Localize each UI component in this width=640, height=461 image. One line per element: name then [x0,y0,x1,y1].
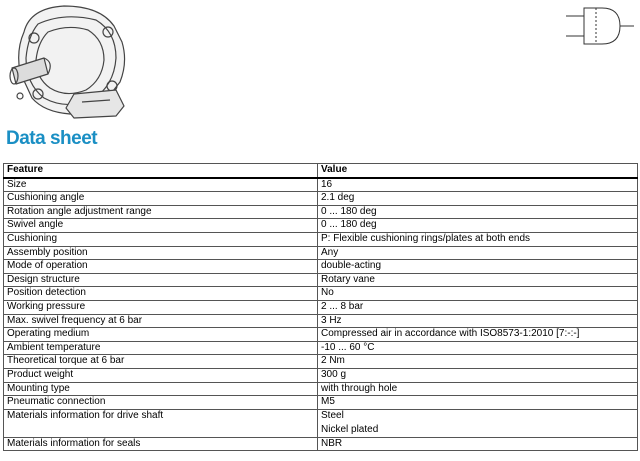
feature-cell: Materials information for drive shaft [4,409,318,437]
value-line: M5 [321,396,335,408]
table-row [4,219,638,233]
value-line: 2 ... 8 bar [321,300,364,312]
table-header-row [4,164,638,178]
value-line: 0 ... 180 deg [321,205,377,217]
value-cell [318,314,638,328]
value-cell [318,219,638,233]
value-line: double-acting [321,260,382,272]
value-line: 300 g [321,368,347,380]
table-row [4,178,638,192]
feature-cell: Rotation angle adjustment range [4,205,318,219]
value-cell [318,192,638,206]
table-row [4,341,638,355]
value-line: Compressed air in accordance with ISO8573-1:2010 [7:-:-] [321,328,580,340]
product-image [4,2,136,120]
feature-cell: Design structure [4,273,318,287]
value-line: 3 Hz [321,314,342,326]
column-header-feature: Feature [4,164,318,178]
table-row [4,273,638,287]
feature-cell: Swivel angle [4,219,318,233]
table-row [4,232,638,246]
value-cell [318,300,638,314]
table-row [4,328,638,342]
value-cell [318,205,638,219]
feature-cell: Max. swivel frequency at 6 bar [4,314,318,328]
value-cell [318,260,638,274]
column-header-value: Value [318,164,638,178]
feature-cell: Size [4,178,318,192]
value-line: -10 ... 60 °C [321,341,375,353]
rotary-actuator-symbol-icon [562,2,636,52]
table-row [4,246,638,260]
feature-cell: Product weight [4,368,318,382]
value-cell [318,273,638,287]
value-line: 16 [321,178,333,190]
value-cell [318,396,638,410]
feature-cell: Mode of operation [4,260,318,274]
feature-cell: Working pressure [4,300,318,314]
value-cell [318,355,638,369]
value-cell [318,382,638,396]
feature-cell: Position detection [4,287,318,301]
table-row [4,314,638,328]
value-line: with through hole [321,382,398,394]
value-cell [318,437,638,451]
value-line: 2.1 deg [321,192,355,204]
value-cell [318,368,638,382]
value-cell [318,287,638,301]
feature-cell: Mounting type [4,382,318,396]
table-row [4,382,638,396]
feature-cell: Cushioning angle [4,192,318,206]
table-row [4,260,638,274]
feature-cell: Pneumatic connection [4,396,318,410]
value-line: Rotary vane [321,273,375,285]
value-line: 0 ... 180 deg [321,219,377,231]
value-cell [318,246,638,260]
table-row [4,205,638,219]
value-cell [318,232,638,246]
value-cell [318,178,638,192]
value-line: P: Flexible cushioning rings/plates at both ends [321,232,531,244]
table-row [4,368,638,382]
table-row [4,192,638,206]
value-cell [318,328,638,342]
table-row [4,287,638,301]
value-line: Nickel plated [321,424,379,436]
value-line: No [321,287,334,299]
table-row [4,437,638,451]
table-row [4,396,638,410]
feature-cell: Materials information for seals [4,437,318,451]
data-sheet-table [3,163,638,451]
value-cell [318,409,638,437]
value-line: 2 Nm [321,355,345,367]
page-title: Data sheet [6,128,98,149]
feature-cell: Ambient temperature [4,341,318,355]
value-cell [318,341,638,355]
feature-cell: Theoretical torque at 6 bar [4,355,318,369]
feature-cell: Cushioning [4,232,318,246]
table-row [4,355,638,369]
feature-cell: Assembly position [4,246,318,260]
value-line: Any [321,246,339,258]
table-row [4,300,638,314]
value-line: Steel [321,409,344,421]
feature-cell: Operating medium [4,328,318,342]
table-row [4,409,638,437]
value-line: NBR [321,437,343,449]
